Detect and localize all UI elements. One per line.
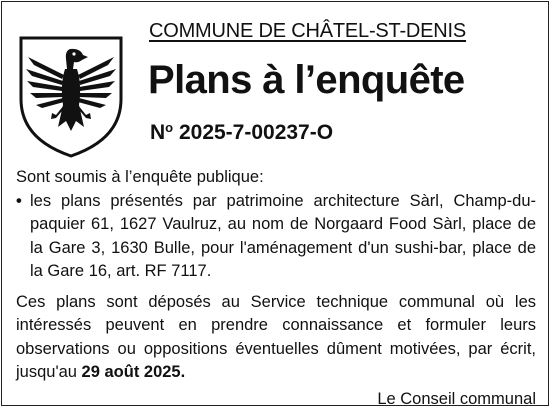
notice-body [16, 166, 536, 411]
notice-title: Plans à l’enquête [148, 58, 465, 103]
reference-prefix: N [150, 121, 165, 144]
list-item [16, 190, 536, 284]
eagle-coat-of-arms-icon [18, 35, 124, 159]
bullet-icon: • [16, 190, 30, 284]
list-item-text: les plans présentés par patrimoine architecture Sàrl, Champ-du-paquier 61, 1627 Vaulruz, au nom de Norgaard Food Sàrl, place de la Gare 3, 1630 Bulle, pour l'aménagement d'un sushi-bar, place de la Gare 16, art. RF 7117. [30, 190, 536, 284]
info-paragraph [16, 291, 536, 385]
reference-number [150, 120, 333, 145]
signature: Le Conseil communal [16, 388, 536, 411]
public-notice [1, 1, 549, 406]
reference-digits: 2025-7-00237-O [173, 121, 333, 144]
intro-text: Sont soumis à l’enquête publique: [16, 166, 536, 190]
info-paragraph-text: Ces plans sont déposés au Service technique communal où les intéressés peuvent en prendre connaissance et formuler leurs observations ou oppositions éventuelles dûment motivées, par écrit, jusqu'au [16, 293, 536, 382]
reference-superscript: o [165, 120, 173, 135]
commune-name: COMMUNE DE CHÂTEL-ST-DENIS [149, 20, 466, 43]
deadline-date: 29 août 2025. [82, 363, 186, 381]
